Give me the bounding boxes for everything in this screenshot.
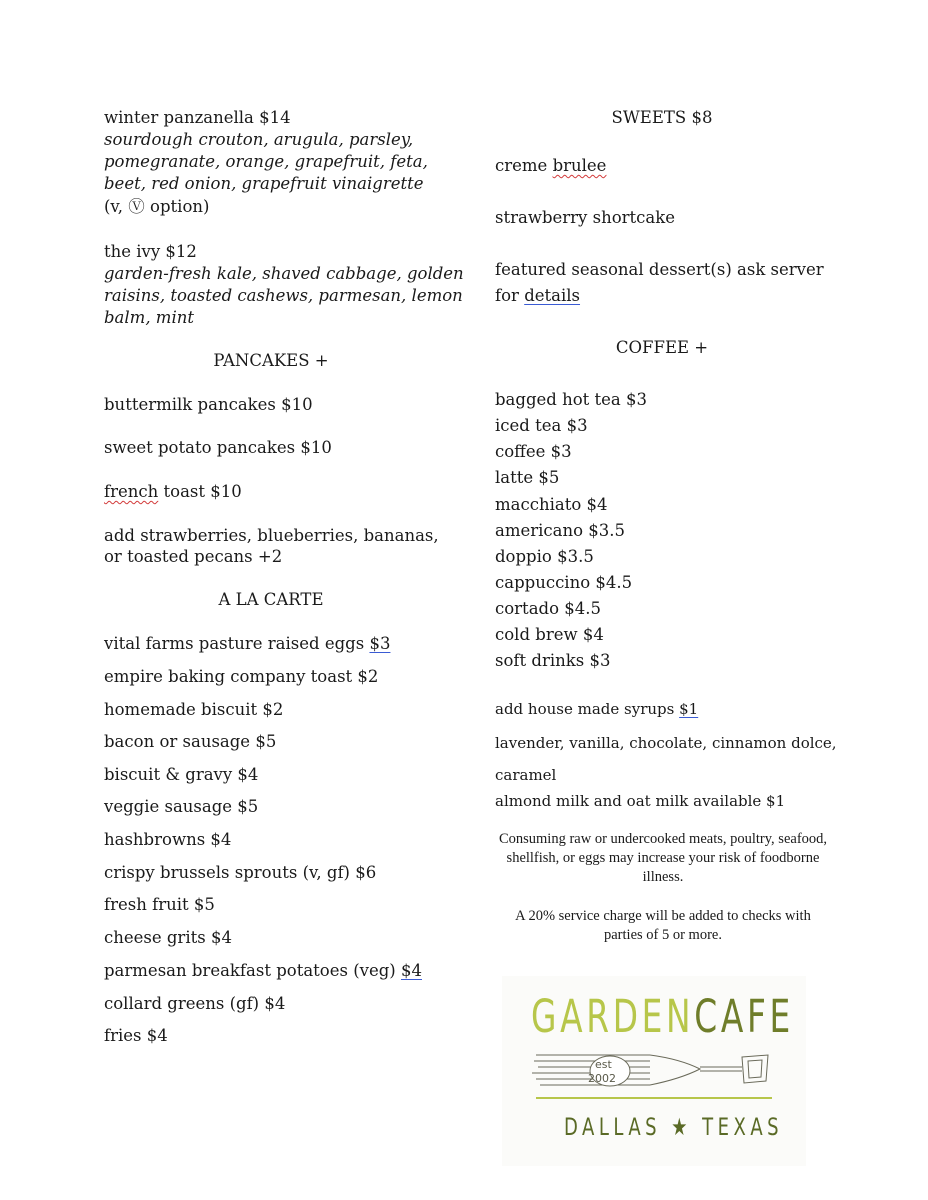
details-link: details <box>524 286 581 305</box>
creme-word: creme <box>495 156 553 175</box>
strawberry-shortcake: strawberry shortcake <box>495 208 676 227</box>
potatoes-text: parmesan breakfast potatoes (veg) <box>104 961 401 980</box>
flavors-line-1: lavender, vanilla, chocolate, cinnamon dolce, <box>495 734 837 752</box>
logo-cafe: CAFE <box>694 990 794 1043</box>
panzanella-desc-3: beet, red onion, grapefruit vinaigrette <box>104 174 424 193</box>
french-toast-rest: toast $10 <box>158 482 242 501</box>
grits-item: cheese grits $4 <box>104 928 232 947</box>
bacon-item: bacon or sausage $5 <box>104 732 277 751</box>
coffee-item: coffee $3 <box>495 442 572 461</box>
sweets-heading: SWEETS $8 <box>611 108 713 127</box>
syrups-line <box>495 698 698 720</box>
potatoes-price: $4 <box>400 961 422 980</box>
logo-divider <box>536 1097 772 1099</box>
ivy-desc-1: garden-fresh kale, shaved cabbage, golden <box>104 264 464 283</box>
panzanella-options: (v, Ⓥ option) <box>104 197 210 216</box>
french-toast <box>104 481 242 503</box>
ivy-desc-2: raisins, toasted cashews, parmesan, lemon <box>104 286 463 305</box>
logo-garden: GARDEN <box>531 990 695 1043</box>
pancake-addon-1: add strawberries, blueberries, bananas, <box>104 526 439 545</box>
seasonal-dessert-2 <box>495 285 580 307</box>
brulee-word: brulee <box>552 156 607 175</box>
biscuit-item: homemade biscuit $2 <box>104 700 284 719</box>
french-word: french <box>104 482 159 501</box>
panzanella-title: winter panzanella $14 <box>104 108 291 127</box>
coffee-item: cold brew $4 <box>495 625 604 644</box>
pancakes-heading: PANCAKES + <box>213 351 329 370</box>
for-word: for <box>495 286 525 305</box>
fork-icon <box>530 1047 780 1095</box>
eggs-price: $3 <box>369 634 391 653</box>
ivy-title: the ivy $12 <box>104 242 197 261</box>
sweet-potato-pancakes: sweet potato pancakes $10 <box>104 438 332 457</box>
coffee-item: macchiato $4 <box>495 495 608 514</box>
coffee-item: cappuccino $4.5 <box>495 573 633 592</box>
brussels-sprouts-item: crispy brussels sprouts (v, gf) $6 <box>104 863 377 882</box>
eggs-item <box>104 633 390 655</box>
panzanella-desc-1: sourdough crouton, arugula, parsley, <box>104 130 414 149</box>
coffee-item: soft drinks $3 <box>495 651 611 670</box>
eggs-text: vital farms pasture raised eggs <box>104 634 370 653</box>
coffee-item: cortado $4.5 <box>495 599 602 618</box>
a-la-carte-heading: A LA CARTE <box>218 590 324 609</box>
coffee-item: doppio $3.5 <box>495 547 594 566</box>
pancake-addon-2: or toasted pecans +2 <box>104 547 283 566</box>
milk-line: almond milk and oat milk available $1 <box>495 792 786 810</box>
potatoes-item <box>104 960 422 982</box>
ivy-desc-3: balm, mint <box>104 308 194 327</box>
seasonal-dessert-1: featured seasonal dessert(s) ask server <box>495 260 824 279</box>
hashbrowns-item: hashbrowns $4 <box>104 830 232 849</box>
creme-brulee <box>495 155 606 177</box>
logo-city: DALLAS ★ TEXAS <box>564 1113 784 1141</box>
panzanella-desc-2: pomegranate, orange, grapefruit, feta, <box>104 152 428 171</box>
coffee-heading: COFFEE + <box>615 338 709 357</box>
toast-item: empire baking company toast $2 <box>104 667 379 686</box>
syrups-text: add house made syrups <box>495 700 680 718</box>
veggie-sausage-item: veggie sausage $5 <box>104 797 259 816</box>
syrups-price: $1 <box>679 700 699 718</box>
coffee-item: latte $5 <box>495 468 560 487</box>
flavors-line-2: caramel <box>495 766 557 784</box>
service-charge-notice: A 20% service charge will be added to checks with parties of 5 or more. <box>515 908 811 943</box>
fruit-item: fresh fruit $5 <box>104 895 215 914</box>
fries-item: fries $4 <box>104 1026 168 1045</box>
raw-food-notice: Consuming raw or undercooked meats, poultry, seafood, shellfish, or eggs may increase your risk of foodborne illness. <box>498 831 828 885</box>
collards-item: collard greens (gf) $4 <box>104 994 286 1013</box>
buttermilk-pancakes: buttermilk pancakes $10 <box>104 395 313 414</box>
coffee-item: americano $3.5 <box>495 521 626 540</box>
gravy-item: biscuit & gravy $4 <box>104 765 259 784</box>
logo-year: 2002 <box>588 1072 616 1085</box>
coffee-item: bagged hot tea $3 <box>495 390 648 409</box>
logo-wordmark <box>531 990 794 1043</box>
logo-est: est <box>595 1058 612 1071</box>
coffee-item: iced tea $3 <box>495 416 588 435</box>
